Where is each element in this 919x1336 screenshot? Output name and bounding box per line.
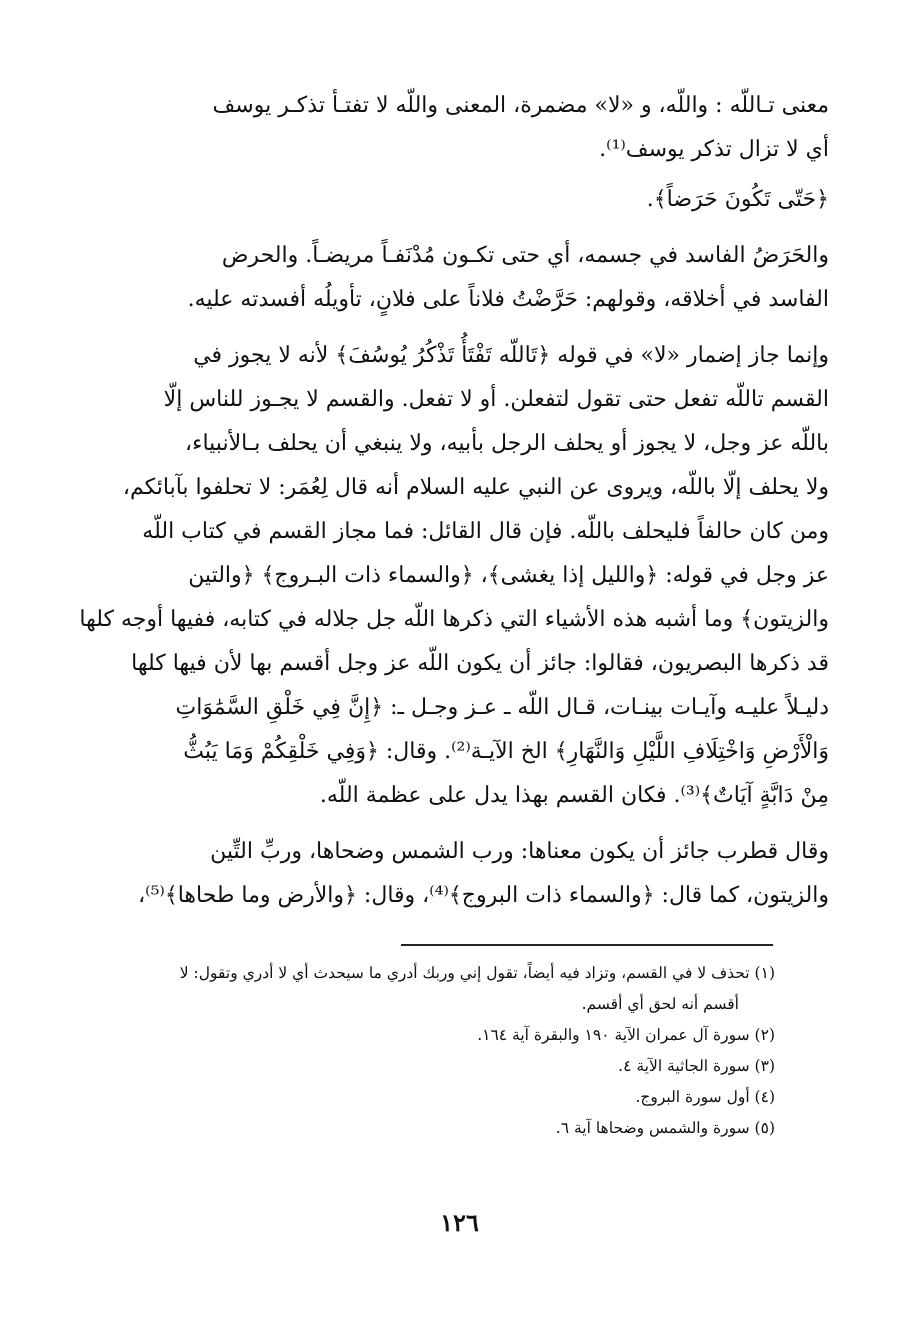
main-text — [70, 84, 829, 918]
text-line: عز وجل في قوله: ﴿والليل إذا يغشى﴾، ﴿والسماء ذات البـروج﴾ ﴿والتين — [188, 563, 829, 588]
footnote-5 — [130, 1113, 775, 1144]
footnote-2 — [130, 1020, 775, 1051]
footnote-line: (٣) سورة الجاثية الآية ٤. — [618, 1057, 775, 1075]
footnote-3 — [130, 1051, 775, 1082]
text-line: والزيتون، كما قال: ﴿والسماء ذات البروج﴾⁽⁴⁾، وقال: ﴿والأرض وما طحاها﴾⁽⁵⁾، — [138, 883, 829, 908]
paragraph-2 — [70, 234, 829, 322]
footnote-line: أقسم أنه لحق أي أقسم. — [581, 995, 739, 1013]
text-line: وَالْأَرْضِ وَاخْتِلَافِ اللَّيْلِ وَالنَّهَارِ﴾ الخ الآيـة⁽²⁾. وقال: ﴿وَفِي خَلْقِكُمْ وَمَا يَبُثُّ — [183, 739, 829, 764]
paragraph-1 — [70, 84, 829, 172]
quran-verse-heading — [70, 178, 829, 222]
footnote-line: (٤) أول سورة البروج. — [635, 1088, 775, 1106]
text-line: قد ذكرها البصريون، فقالوا: جائز أن يكون اللّه عز وجل أقسم بها لأن فيها كلها — [131, 651, 829, 676]
page-number: ١٢٦ — [440, 1208, 479, 1237]
text-line: ﴿حَتّى تَكُونَ حَرَضاً﴾. — [646, 187, 829, 212]
text-line: ومن كان حالفاً فليحلف باللّه. فإن قال القائل: فما مجاز القسم في كتاب اللّه — [142, 519, 829, 544]
text-line: ولا يحلف إلّا باللّه، ويروى عن النبي عليه السلام أنه قال لِعُمَر: لا تحلفوا بآبائكم، — [122, 475, 829, 500]
footnotes — [130, 958, 775, 1144]
footnote-line: (٢) سورة آل عمران الآية ١٩٠ والبقرة آية ١٦٤. — [477, 1026, 775, 1044]
footnote-divider — [401, 944, 773, 946]
footnote-line: (١) تحذف لا في القسم، وتزاد فيه أيضاً، تقول إني وربك أدري ما سيحدث أي لا أدري وتقول: لا — [179, 964, 775, 982]
footnote-line: (٥) سورة والشمس وضحاها آية ٦. — [555, 1119, 775, 1137]
paragraph-4 — [70, 830, 829, 918]
footnote-4 — [130, 1082, 775, 1113]
text-line: وإنما جاز إضمار «لا» في قوله ﴿تَاللّه تَفْتَأُ تَذْكُرُ يُوسُفَ﴾ لأنه لا يجوز في — [193, 343, 829, 368]
text-line: والحَرَضُ الفاسد في جسمه، أي حتى تكـون مُدْنَفـاً مريضـاً. والحرض — [221, 243, 829, 268]
footnote-1 — [130, 958, 775, 989]
text-line: وقال قطرب جائز أن يكون معناها: ورب الشمس وضحاها، وربِّ التِّين — [210, 839, 829, 864]
text-line: باللّه عز وجل، لا يجوز أو يحلف الرجل بأبيه، ولا ينبغي أن يحلف بـالأنبياء، — [185, 431, 829, 456]
paragraph-3 — [70, 334, 829, 818]
text-line: أي لا تزال تذكر يوسف⁽¹⁾. — [599, 137, 829, 162]
text-line: معنى تـاللّه : واللّه، و «لا» مضمرة، المعنى واللّه لا تفتـأ تذكـر يوسف — [212, 93, 829, 118]
text-line: مِنْ دَابَّةٍ آيَاتٌ﴾⁽³⁾. فكان القسم بهذا يدل على عظمة اللّه. — [319, 783, 829, 808]
text-line: القسم تاللّه تفعل حتى تقول لتفعلن. أو لا تفعل. والقسم لا يجـوز للناس إلّا — [163, 387, 829, 412]
text-line: الفاسد في أخلاقه، وقولهم: حَرَّضْتُ فلاناً على فلانٍ، تأويلُه أفسدته عليه. — [187, 287, 829, 312]
footnote-1-continued — [130, 989, 775, 1020]
text-line: دليـلاً عليـه وآيـات بينـات، قـال اللّه ـ عـز وجـل ـ: ﴿إِنَّ فِي خَلْقِ السَّمَٰوَاتِ — [175, 695, 829, 720]
text-line: والزيتون﴾ وما أشبه هذه الأشياء التي ذكرها اللّه جل جلاله في كتابه، ففيها أوجه كلها — [79, 607, 829, 632]
